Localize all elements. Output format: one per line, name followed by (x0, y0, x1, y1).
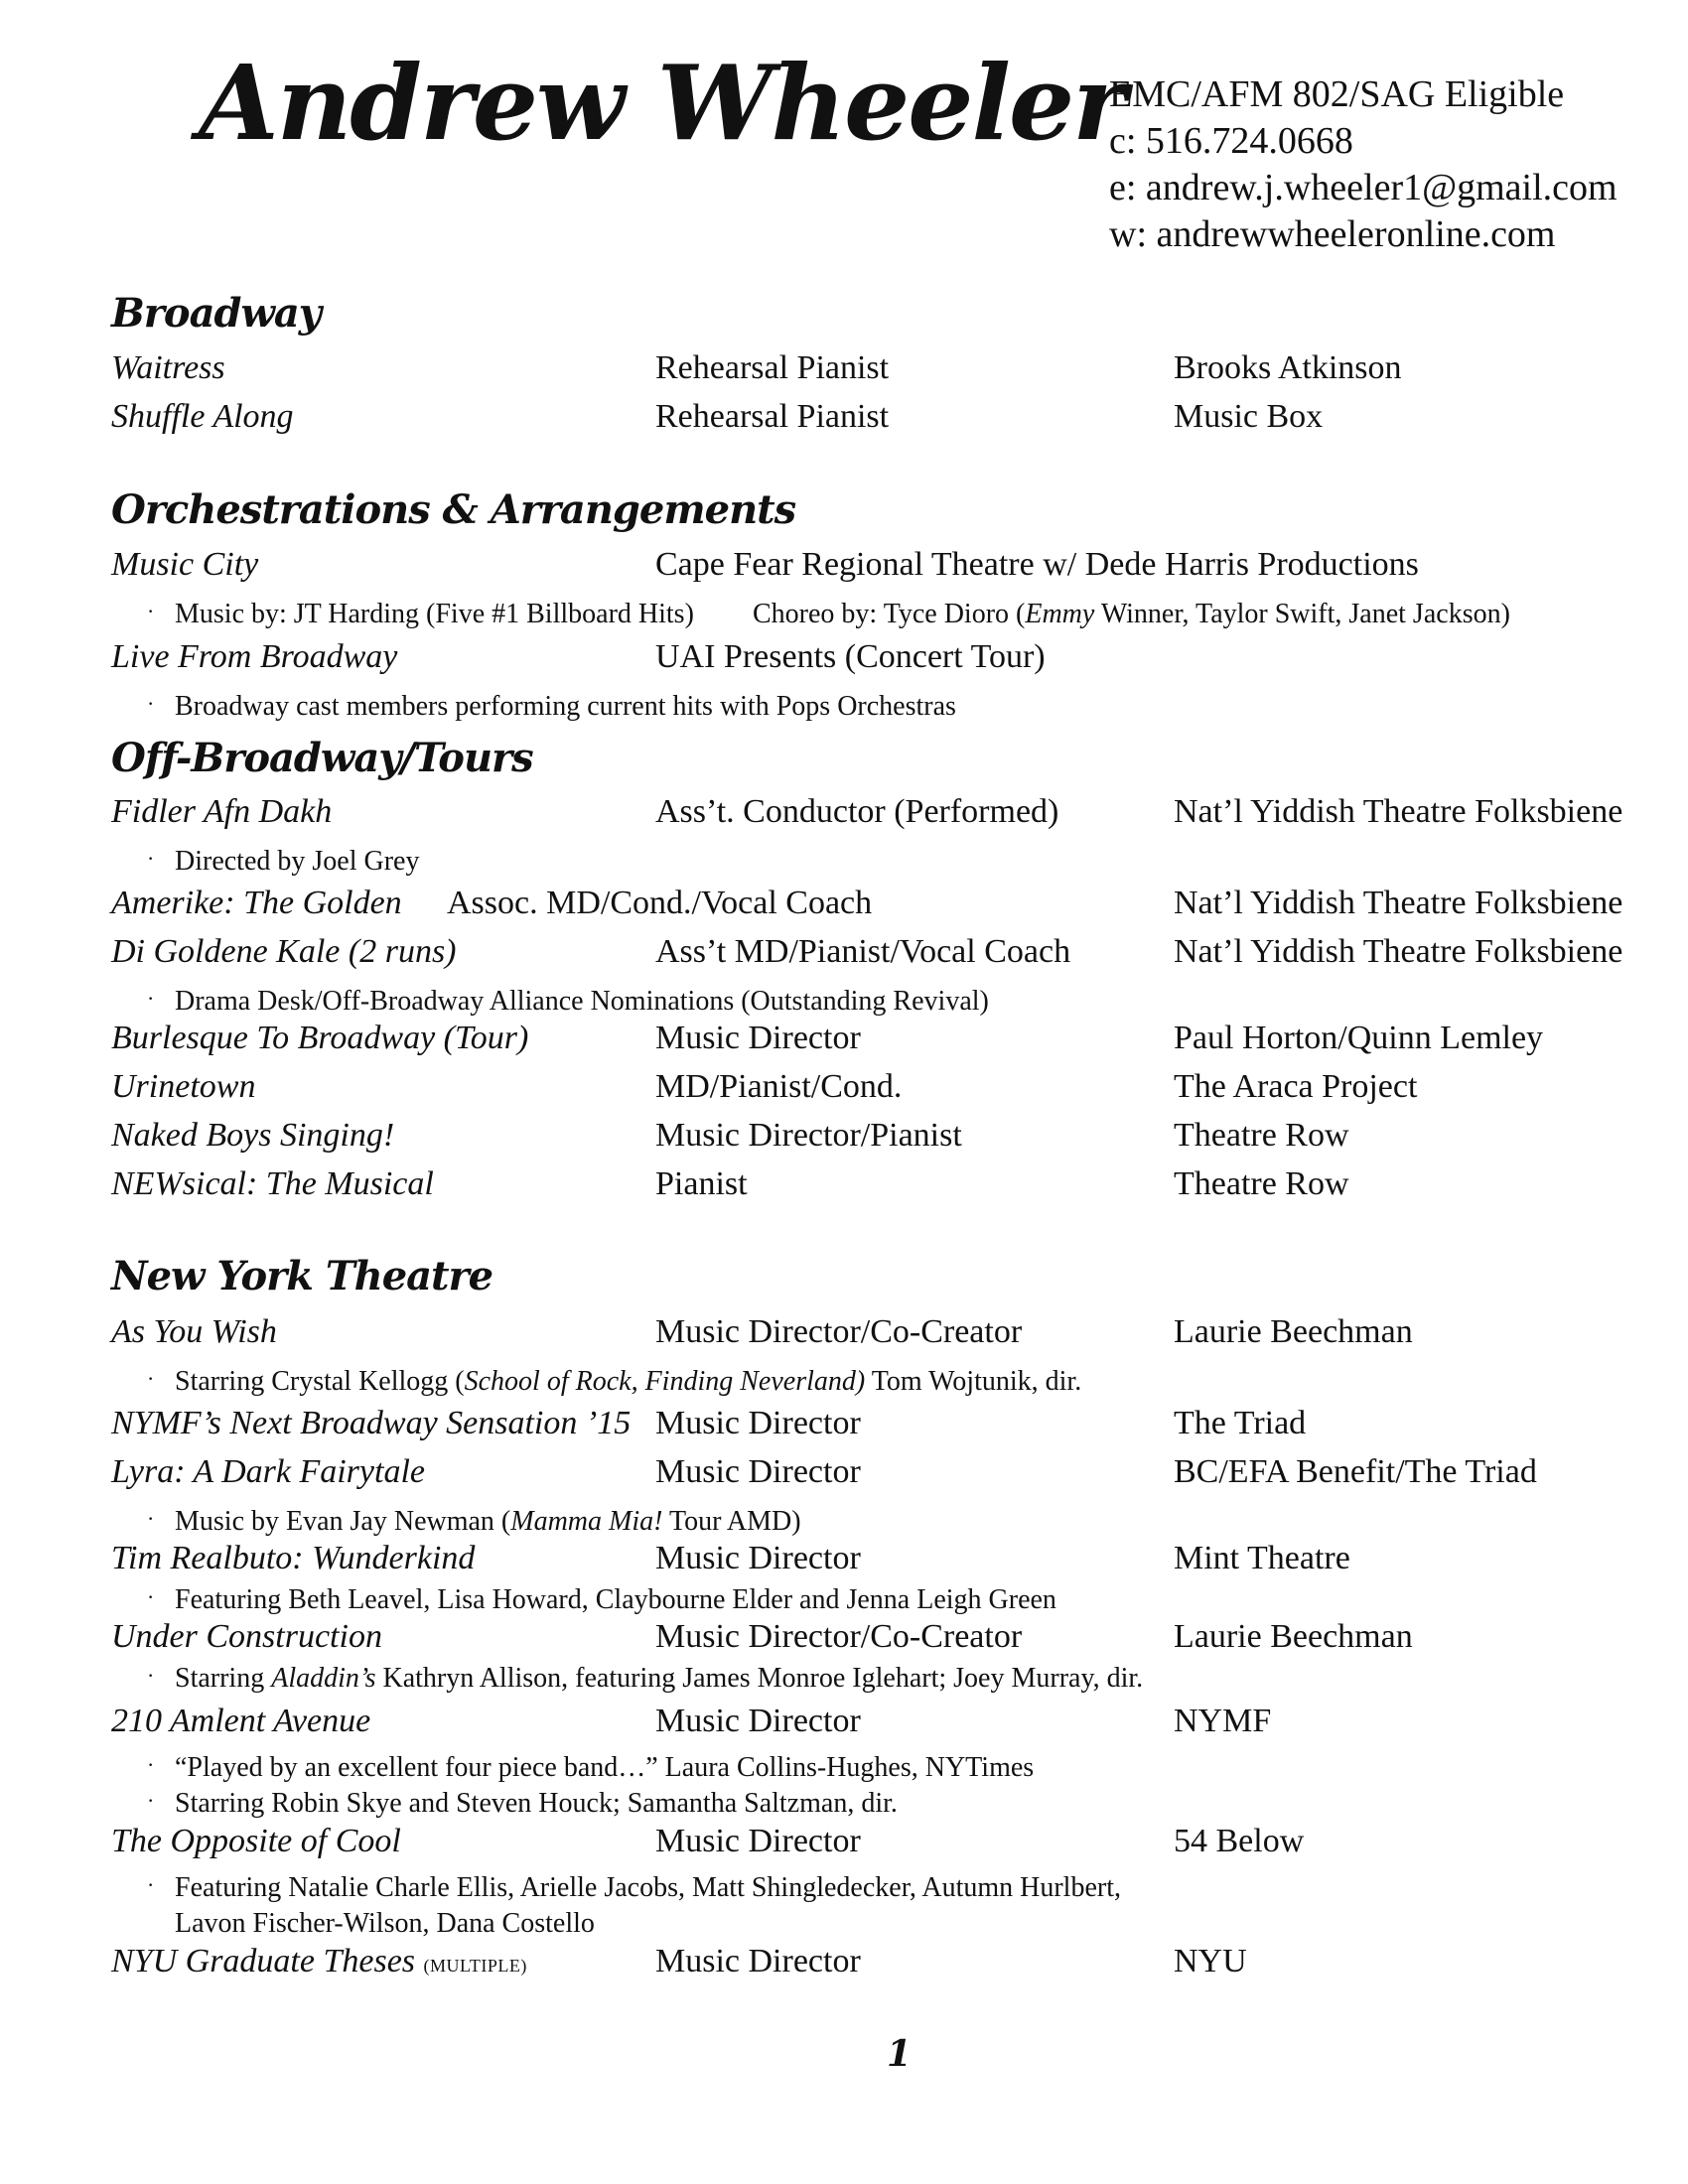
show-title: Fidler Afn Dakh (111, 793, 333, 830)
note-text: Starring Aladdin’s Kathryn Allison, featuring James Monroe Iglehart; Joey Murray, dir. (175, 1663, 1144, 1694)
section-title-orchestrations: Orchestrations & Arrangements (111, 486, 796, 533)
show-suffix: (MULTIPLE) (423, 1956, 527, 1976)
role: Music Director (655, 1943, 861, 1979)
show-title: Lyra: A Dark Fairytale (111, 1453, 425, 1490)
credit-row (111, 1313, 1660, 1359)
bullet: · (147, 1872, 155, 1897)
credit-row (111, 1117, 1660, 1162)
venue: Theatre Row (1174, 1117, 1349, 1154)
role: Music Director/Co-Creator (655, 1618, 1023, 1655)
bullet: · (147, 1584, 155, 1609)
bullet: · (147, 1752, 155, 1777)
note-text: Featuring Natalie Charle Ellis, Arielle Jacobs, Matt Shingledecker, Autumn Hurlbert, (175, 1872, 1121, 1903)
section-title-broadway: Broadway (111, 290, 322, 337)
section-title-off-broadway: Off-Broadway/Tours (111, 735, 533, 781)
union-status: EMC/AFM 802/SAG Eligible (1109, 73, 1565, 115)
note-text: Music by Evan Jay Newman (Mamma Mia! Tour AMD) (175, 1506, 801, 1537)
venue: Paul Horton/Quinn Lemley (1174, 1020, 1544, 1056)
show-title: Burlesque To Broadway (Tour) (111, 1020, 529, 1056)
producer: UAI Presents (Concert Tour) (655, 638, 1046, 675)
credit-row (111, 793, 1660, 839)
role: Ass’t MD/Pianist/Vocal Coach (655, 933, 1071, 970)
credit-row (111, 933, 1660, 979)
note-text: Starring Robin Skye and Steven Houck; Samantha Saltzman, dir. (175, 1788, 898, 1819)
venue: BC/EFA Benefit/The Triad (1174, 1453, 1537, 1490)
bullet: · (147, 1366, 155, 1391)
role: Pianist (655, 1165, 748, 1202)
show-title: Tim Realbuto: Wunderkind (111, 1540, 476, 1576)
contact-block (1109, 71, 1618, 258)
bullet: · (147, 1663, 155, 1688)
credit-row (111, 1943, 1660, 1988)
bullet: · (147, 1506, 155, 1531)
show-title: Music City (111, 546, 259, 583)
note-text: Drama Desk/Off-Broadway Alliance Nominations (Outstanding Revival) (175, 986, 989, 1017)
show-title: 210 Amlent Avenue (111, 1703, 371, 1739)
page-number: 1 (887, 2033, 913, 2075)
credit-row (111, 885, 1660, 930)
cell-phone: c: 516.724.0668 (1109, 120, 1353, 162)
show-title: NEWsical: The Musical (111, 1165, 434, 1202)
venue: The Araca Project (1174, 1068, 1418, 1105)
role: Music Director (655, 1823, 861, 1859)
role: Music Director (655, 1703, 861, 1739)
section-title-new-york-theatre: New York Theatre (111, 1253, 493, 1299)
role: Music Director (655, 1453, 861, 1490)
venue: Nat’l Yiddish Theatre Folksbiene (1174, 933, 1623, 970)
credit-row (111, 1618, 1660, 1664)
credit-row (111, 1703, 1660, 1748)
venue: Laurie Beechman (1174, 1618, 1413, 1655)
credit-row (111, 1068, 1660, 1114)
producer: Cape Fear Regional Theatre w/ Dede Harris Productions (655, 546, 1419, 583)
website: w: andrewwheeleronline.com (1109, 213, 1556, 255)
bullet: · (147, 986, 155, 1011)
show-title: Shuffle Along (111, 398, 294, 435)
bullet: · (147, 846, 155, 871)
credit-row (111, 638, 1660, 684)
role: Rehearsal Pianist (655, 349, 890, 386)
resume-name: Andrew Wheeler (199, 42, 1125, 164)
note-text: Broadway cast members performing current hits with Pops Orchestras (175, 691, 956, 722)
venue: Mint Theatre (1174, 1540, 1350, 1576)
credit-row (111, 546, 1660, 592)
venue: The Triad (1174, 1405, 1307, 1441)
venue: Brooks Atkinson (1174, 349, 1402, 386)
show-title: Waitress (111, 349, 225, 386)
venue: NYMF (1174, 1703, 1272, 1739)
venue: Theatre Row (1174, 1165, 1349, 1202)
note-text: Lavon Fischer-Wilson, Dana Costello (175, 1908, 595, 1939)
role: Music Director/Pianist (655, 1117, 962, 1154)
show-title: NYMF’s Next Broadway Sensation ’15 (111, 1405, 632, 1441)
bullet: · (147, 691, 155, 716)
role: Music Director (655, 1540, 861, 1576)
venue: 54 Below (1174, 1823, 1305, 1859)
role: Assoc. MD/Cond./Vocal Coach (447, 885, 873, 921)
show-title: Live From Broadway (111, 638, 398, 675)
credit-row (111, 1453, 1660, 1499)
bullet: · (147, 599, 155, 623)
role: Music Director (655, 1020, 861, 1056)
credit-row (111, 1823, 1660, 1868)
show-title: NYU Graduate Theses (MULTIPLE) (111, 1943, 527, 1979)
venue: Nat’l Yiddish Theatre Folksbiene (1174, 885, 1623, 921)
note-text: Starring Crystal Kellogg (School of Rock, Finding Neverland) Tom Wojtunik, dir. (175, 1366, 1082, 1397)
show-title: Urinetown (111, 1068, 256, 1105)
show-title: As You Wish (111, 1313, 277, 1350)
venue: Music Box (1174, 398, 1324, 435)
note-text: Choreo by: Tyce Dioro (Emmy Winner, Taylor Swift, Janet Jackson) (753, 599, 1510, 629)
credit-row (111, 1020, 1660, 1065)
note-text: Featuring Beth Leavel, Lisa Howard, Claybourne Elder and Jenna Leigh Green (175, 1584, 1056, 1615)
show-title: Under Construction (111, 1618, 382, 1655)
role: Music Director/Co-Creator (655, 1313, 1023, 1350)
venue: Nat’l Yiddish Theatre Folksbiene (1174, 793, 1623, 830)
show-title: The Opposite of Cool (111, 1823, 401, 1859)
note-text: Music by: JT Harding (Five #1 Billboard Hits) (175, 599, 694, 629)
email-address: e: andrew.j.wheeler1@gmail.com (1109, 167, 1618, 208)
show-title: Di Goldene Kale (2 runs) (111, 933, 457, 970)
credit-row (111, 1165, 1660, 1211)
venue: Laurie Beechman (1174, 1313, 1413, 1350)
role: Music Director (655, 1405, 861, 1441)
role: Ass’t. Conductor (Performed) (655, 793, 1059, 830)
show-title: Naked Boys Singing! (111, 1117, 395, 1154)
credit-row (111, 1540, 1660, 1585)
credit-row (111, 349, 1660, 395)
venue: NYU (1174, 1943, 1247, 1979)
credit-row (111, 398, 1660, 444)
show-title: Amerike: The Golden (111, 885, 402, 921)
bullet: · (147, 1788, 155, 1813)
role: MD/Pianist/Cond. (655, 1068, 903, 1105)
role: Rehearsal Pianist (655, 398, 890, 435)
note-text: “Played by an excellent four piece band…” Laura Collins-Hughes, NYTimes (175, 1752, 1035, 1783)
credit-row (111, 1405, 1660, 1450)
note-text: Directed by Joel Grey (175, 846, 420, 877)
